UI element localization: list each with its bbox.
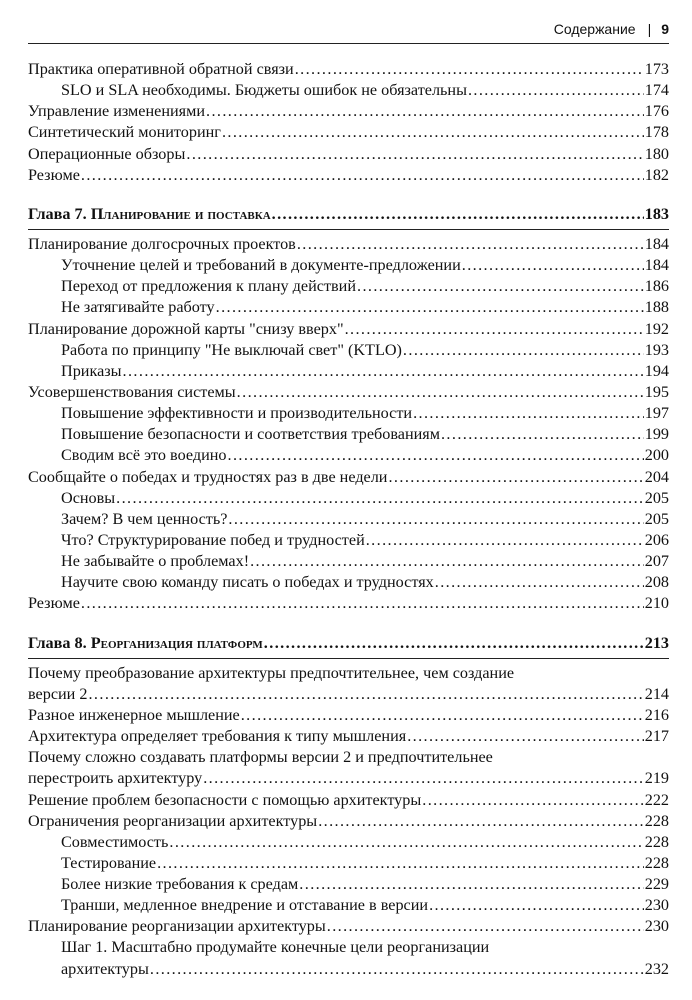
dot-leader	[468, 80, 644, 101]
toc-entry-page: 173	[644, 60, 669, 78]
dot-leader	[228, 445, 644, 466]
toc-entry-page: 205	[644, 509, 669, 528]
toc-group-chapter6-tail	[28, 59, 669, 186]
dot-leader	[241, 705, 644, 726]
chapter-8-page: 213	[644, 633, 669, 652]
dot-leader	[157, 853, 644, 874]
toc-entry-title: Операционные обзоры	[28, 144, 186, 163]
toc-entry-lead-line	[28, 747, 669, 768]
toc-entry-page: 199	[644, 425, 669, 444]
toc-entry-title: Более низкие требования к средам	[61, 875, 299, 894]
dot-leader	[150, 959, 644, 980]
toc-entry-page: 230	[644, 896, 669, 915]
toc-entry[interactable]	[28, 255, 669, 276]
toc-entry-page: 205	[644, 488, 669, 507]
chapter-7-page: 183	[644, 204, 669, 223]
toc-entry[interactable]	[28, 790, 669, 811]
toc-entry[interactable]	[28, 593, 669, 614]
toc-entry-title: Планирование долгосрочных проектов	[28, 234, 296, 253]
dot-leader	[357, 276, 644, 297]
toc-entry-page: 178	[644, 123, 669, 142]
toc-entry-title: Тестирование	[61, 853, 157, 872]
dot-leader	[216, 297, 644, 318]
toc-entry-title: Основы	[61, 488, 116, 507]
toc-entry-page: 210	[644, 594, 669, 613]
toc-entry-page: 228	[644, 811, 669, 830]
toc-entry[interactable]	[28, 916, 669, 937]
toc-entry[interactable]	[28, 101, 669, 122]
toc-entry[interactable]	[28, 361, 669, 382]
toc-entry[interactable]	[28, 467, 669, 488]
chapter-8-rule	[28, 658, 669, 659]
toc-entry-title: Резюме	[28, 594, 80, 613]
toc-entry-title: перестроить архитектуру	[28, 769, 203, 788]
toc-entry-page: 184	[644, 256, 669, 275]
toc-chapter-8-entries	[28, 663, 669, 980]
toc-entry-title: Не забывайте о проблемах!	[61, 552, 250, 571]
dot-leader	[407, 726, 644, 747]
dot-leader	[88, 684, 643, 705]
toc-entry-page: 222	[644, 790, 669, 809]
toc-entry-page: 192	[644, 319, 669, 338]
toc-entry-title: Научите свою команду писать о победах и трудностях	[61, 573, 434, 592]
toc-entry-title: Работа по принципу "Не выключай свет" (KTLO)	[61, 340, 402, 359]
chapter-7-rule	[28, 229, 669, 230]
toc-entry-page: 180	[644, 144, 669, 163]
toc-entry-page: 184	[644, 234, 669, 253]
chapter-8-prefix: Глава 8.	[28, 633, 87, 652]
header-section-title: Содержание	[553, 21, 636, 37]
toc-entry-title: Транши, медленное внедрение и отставание в версии	[61, 896, 429, 915]
dot-leader	[388, 467, 643, 488]
toc-entry-title: Совместимость	[61, 832, 169, 851]
dot-leader	[250, 551, 644, 572]
toc-entry[interactable]	[28, 959, 669, 980]
toc-entry-page: 206	[644, 530, 669, 549]
dot-leader	[123, 361, 644, 382]
toc-entry[interactable]	[28, 319, 669, 340]
toc-entry[interactable]	[28, 726, 669, 747]
toc-entry[interactable]	[28, 530, 669, 551]
chapter-7-prefix: Глава 7.	[28, 204, 87, 223]
toc-entry-page: 193	[644, 340, 669, 359]
toc-entry-title: Резюме	[28, 165, 80, 184]
toc-entry-page: 188	[644, 298, 669, 317]
header-separator: |	[647, 21, 652, 37]
toc-entry[interactable]	[28, 276, 669, 297]
toc-entry[interactable]	[28, 768, 669, 789]
toc-entry-page: 229	[644, 875, 669, 894]
dot-leader	[206, 101, 644, 122]
toc-entry-title: Повышение безопасности и соответствия требованиям	[61, 425, 440, 444]
dot-leader	[186, 144, 643, 165]
toc-entry[interactable]	[28, 445, 669, 466]
toc-entry[interactable]	[28, 488, 669, 509]
toc-entry-page: 194	[644, 361, 669, 380]
toc-entry-page: 216	[644, 705, 669, 724]
toc-entry[interactable]	[28, 572, 669, 593]
dot-leader	[116, 488, 644, 509]
toc-entry-page: 186	[644, 277, 669, 296]
toc-entry-title: Сообщайте о победах и трудностях раз в две недели	[28, 467, 388, 486]
toc-entry-title: Планирование реорганизации архитектуры	[28, 917, 326, 936]
toc-entry-page: 207	[644, 552, 669, 571]
dot-leader	[299, 874, 643, 895]
dot-leader	[203, 768, 644, 789]
toc-entry-title: версии 2	[28, 684, 88, 703]
toc-entry[interactable]	[28, 424, 669, 445]
header-page-number: 9	[661, 21, 669, 37]
toc-entry-title: Что? Структурирование побед и трудностей	[61, 530, 365, 549]
toc-entry[interactable]	[28, 832, 669, 853]
toc-entry-title: Не затягивайте работу	[61, 298, 215, 317]
toc-entry-title: Практика оперативной обратной связи	[28, 60, 294, 78]
header-rule	[28, 43, 669, 44]
toc-entry[interactable]	[28, 80, 669, 101]
dot-leader	[297, 234, 644, 255]
toc-entry-title-first-line: Почему сложно создавать платформы версии 2 и предпочтительнее	[28, 748, 493, 767]
toc-entry[interactable]	[28, 59, 669, 80]
toc-entry[interactable]	[28, 811, 669, 832]
dot-leader	[327, 916, 644, 937]
toc-entry[interactable]	[28, 551, 669, 572]
toc-entry-page: 195	[644, 382, 669, 401]
toc-entry[interactable]	[28, 509, 669, 530]
toc-entry-title: Приказы	[61, 361, 122, 380]
toc-entry-title: SLO и SLA необходимы. Бюджеты ошибок не обязательны	[61, 81, 467, 100]
dot-leader	[441, 424, 644, 445]
toc-entry[interactable]	[28, 122, 669, 143]
toc-entry-title: Уточнение целей и требований в документе-предложении	[61, 256, 461, 275]
dot-leader	[228, 509, 643, 530]
toc-entry[interactable]	[28, 234, 669, 255]
toc-entry-title: Сводим всё это воедино	[61, 446, 227, 465]
toc-entry[interactable]	[28, 403, 669, 424]
dot-leader	[422, 790, 643, 811]
toc-entry[interactable]	[28, 297, 669, 318]
dot-leader	[429, 895, 644, 916]
dot-leader	[366, 530, 644, 551]
toc-chapter-7-heading	[28, 204, 669, 225]
toc-entry-title: Разное инженерное мышление	[28, 705, 240, 724]
dot-leader	[318, 811, 644, 832]
toc-entry-title: Усовершенствования системы	[28, 382, 236, 401]
toc-entry[interactable]	[28, 705, 669, 726]
toc-entry-page: 232	[644, 959, 669, 978]
table-of-contents	[28, 59, 669, 980]
toc-entry[interactable]	[28, 382, 669, 403]
dot-leader	[81, 165, 644, 186]
toc-entry-page: 200	[644, 446, 669, 465]
chapter-8-title: Реорганизация платформ	[90, 633, 263, 652]
toc-entry-lead-line	[28, 937, 669, 958]
toc-entry-page: 214	[644, 684, 669, 703]
dot-leader	[264, 633, 644, 654]
dot-leader	[435, 572, 644, 593]
toc-chapter-8-heading	[28, 633, 669, 654]
toc-entry-page: 182	[644, 165, 669, 184]
toc-entry[interactable]	[28, 165, 669, 186]
toc-chapter-7-entries	[28, 234, 669, 615]
running-header	[28, 22, 669, 42]
dot-leader	[237, 382, 644, 403]
toc-entry-lead-line	[28, 663, 669, 684]
toc-entry-title: Ограничения реорганизации архитектуры	[28, 811, 318, 830]
toc-entry-title-first-line: Почему преобразование архитектуры предпочтительнее, чем создание	[28, 663, 515, 682]
toc-entry-title: Управление изменениями	[28, 102, 206, 121]
toc-entry-page: 228	[644, 832, 669, 851]
toc-entry[interactable]	[28, 684, 669, 705]
toc-entry-title: Переход от предложения к плану действий	[61, 277, 356, 296]
toc-entry-page: 217	[644, 727, 669, 746]
dot-leader	[272, 204, 644, 225]
dot-leader	[169, 832, 643, 853]
toc-entry-page: 197	[644, 404, 669, 423]
toc-entry-title: Синтетический мониторинг	[28, 123, 221, 142]
chapter-7-title: Планирование и поставка	[90, 204, 271, 223]
dot-leader	[222, 122, 644, 143]
toc-entry-page: 228	[644, 853, 669, 872]
toc-entry-page: 176	[644, 102, 669, 121]
toc-entry-title: Повышение эффективности и производительности	[61, 404, 413, 423]
toc-entry-page: 208	[644, 573, 669, 592]
dot-leader	[345, 319, 644, 340]
toc-entry-title: архитектуры	[61, 959, 149, 978]
toc-entry-page: 204	[644, 467, 669, 486]
dot-leader	[413, 403, 644, 424]
toc-entry-title: Архитектура определяет требования к типу мышления	[28, 727, 407, 746]
dot-leader	[295, 59, 644, 80]
toc-entry-page: 230	[644, 917, 669, 936]
toc-entry-title: Решение проблем безопасности с помощью архитектуры	[28, 790, 422, 809]
toc-entry[interactable]	[28, 340, 669, 361]
toc-entry[interactable]	[28, 895, 669, 916]
dot-leader	[81, 593, 644, 614]
toc-entry-title: Зачем? В чем ценность?	[61, 509, 228, 528]
toc-entry[interactable]	[28, 144, 669, 165]
toc-entry[interactable]	[28, 874, 669, 895]
toc-entry[interactable]	[28, 853, 669, 874]
toc-entry-title: Планирование дорожной карты "снизу вверх"	[28, 319, 344, 338]
dot-leader	[403, 340, 644, 361]
toc-entry-page: 174	[644, 81, 669, 100]
dot-leader	[462, 255, 644, 276]
toc-entry-title-first-line: Шаг 1. Масштабно продумайте конечные цели реорганизации	[61, 938, 490, 957]
toc-entry-page: 219	[644, 769, 669, 788]
